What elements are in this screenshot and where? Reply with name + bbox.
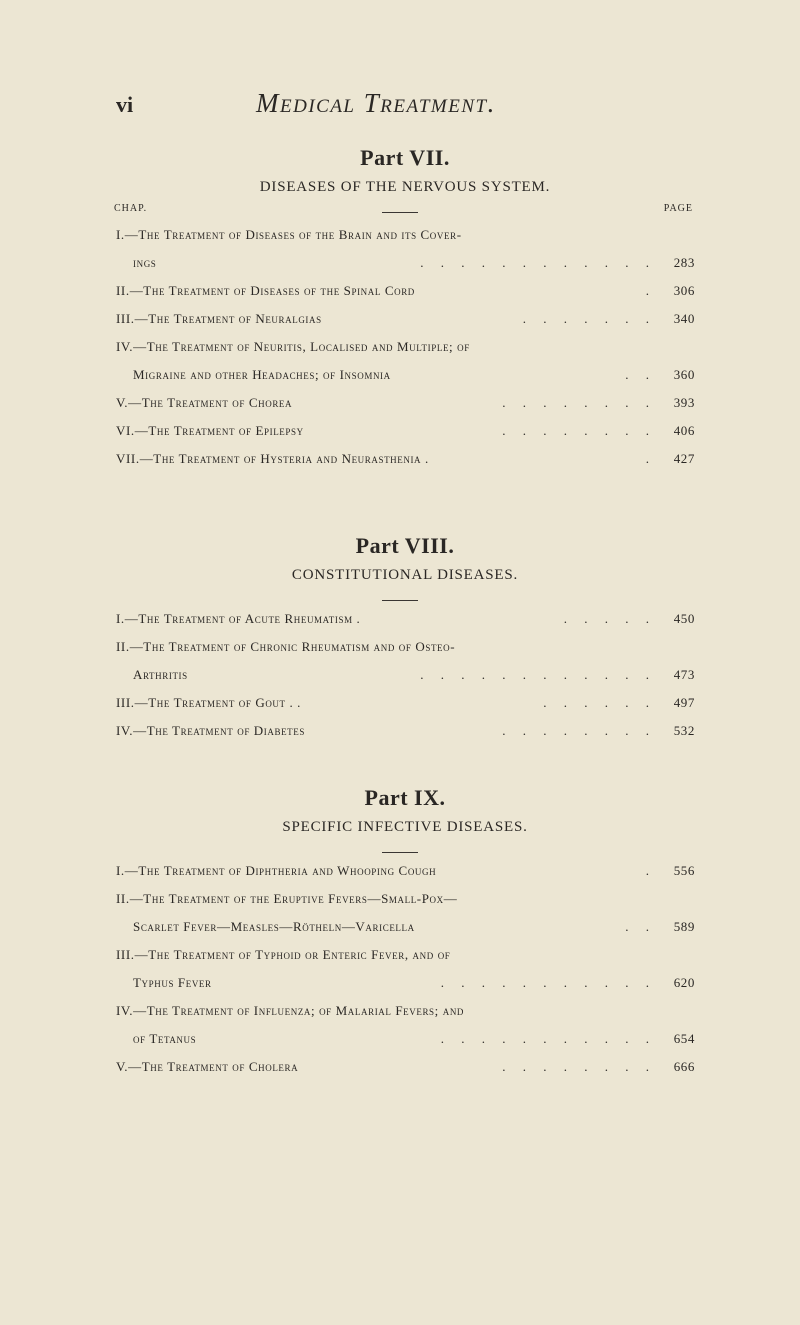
dot-leader: . . [625,367,656,382]
entry-page: 589 [673,919,695,934]
toc-entry[interactable] [0,717,800,745]
entry-text-cont: Migraine and other Headaches; of Insomnia [133,367,391,382]
entry-text: VII.—The Treatment of Hysteria and Neurasthenia . [116,451,429,466]
entry-text: IV.—The Treatment of Diabetes [116,723,305,738]
column-headers [0,203,800,217]
entry-page: 306 [673,283,695,298]
entry-text-cont: Arthritis [133,667,188,682]
dot-leader: . . . . . . . . [502,1059,656,1074]
dot-leader: . . . . . . . . . . . . [420,255,656,270]
running-title: Medical Treatment. [256,88,496,118]
entry-text: III.—The Treatment of Neuralgias [116,311,322,326]
dot-leader: . . . . . . . . [502,395,656,410]
part-ix-section [0,784,800,1081]
dot-leader: . [645,863,656,878]
entry-text: IV.—The Treatment of Influenza; of Malarial Fevers; and [116,1003,465,1018]
entry-page: 666 [673,1059,695,1074]
entry-page: 360 [673,367,695,382]
entry-text-cont: Typhus Fever [133,975,212,990]
part-vii-subtitle: DISEASES OF THE NERVOUS SYSTEM. [259,179,551,195]
part-ix-subtitle: SPECIFIC INFECTIVE DISEASES. [282,819,528,835]
entry-page: 620 [673,975,695,990]
entry-page: 427 [673,451,695,466]
dot-leader: . . . . . . . [522,311,656,326]
entry-text: III.—The Treatment of Gout . . [116,695,302,710]
toc-entry[interactable] [0,941,800,997]
toc-entry[interactable] [0,689,800,717]
dot-leader: . [645,283,656,298]
toc-entry[interactable] [0,333,800,389]
page-number: vi [116,92,134,117]
part-viii-subtitle: CONSTITUTIONAL DISEASES. [291,567,519,583]
entry-page: 497 [673,695,695,710]
toc-entry[interactable] [0,885,800,941]
entry-text: I.—The Treatment of Diseases of the Brain and its Cover- [116,227,462,242]
entry-text-cont: ings [133,255,157,270]
entry-page: 654 [673,1031,695,1046]
dot-leader: . . . . . . . . [502,723,656,738]
chap-label: CHAP. [114,203,148,214]
entry-text-cont: Scarlet Fever—Measles—Rötheln—Varicella [133,919,415,934]
entry-text: VI.—The Treatment of Epilepsy [116,423,304,438]
toc-entry[interactable] [0,633,800,689]
toc-entry[interactable] [0,277,800,305]
entry-text: II.—The Treatment of Diseases of the Spinal Cord [116,283,415,298]
dot-leader: . . [625,919,656,934]
entry-page: 532 [673,723,695,738]
entry-text: II.—The Treatment of Chronic Rheumatism and of Osteo- [116,639,456,654]
part-ix-title: Part IX. [364,785,446,810]
entry-text: II.—The Treatment of the Eruptive Fevers—Small-Pox— [116,891,458,906]
toc-entry[interactable] [0,857,800,885]
toc-entry[interactable] [0,389,800,417]
entry-text: III.—The Treatment of Typhoid or Enteric Fever, and of [116,947,451,962]
entry-page: 340 [673,311,695,326]
toc-entry[interactable] [0,1053,800,1081]
entry-page: 283 [673,255,695,270]
entry-text: I.—The Treatment of Diphtheria and Whooping Cough [116,863,437,878]
dot-leader: . . . . . . . . . . . [440,1031,656,1046]
entry-page: 393 [673,395,695,410]
dot-leader: . . . . . . [543,695,656,710]
part-viii-section [0,532,800,745]
toc-entry[interactable] [0,417,800,445]
part-vii-title: Part VII. [360,145,450,170]
entry-page: 473 [673,667,695,682]
toc-entry[interactable] [0,445,800,473]
entry-text: I.—The Treatment of Acute Rheumatism . [116,611,361,626]
dot-leader: . . . . . . . . . . . . [420,667,656,682]
entry-text: IV.—The Treatment of Neuritis, Localised and Multiple; of [116,339,470,354]
part-vii-section [0,144,800,473]
entry-page: 556 [673,863,695,878]
entry-page: 450 [673,611,695,626]
entry-page: 406 [673,423,695,438]
dot-leader: . . . . . . . . [502,423,656,438]
entry-text: V.—The Treatment of Cholera [116,1059,299,1074]
dot-leader: . . . . . . . . . . . [440,975,656,990]
dot-leader: . [645,451,656,466]
part-viii-title: Part VIII. [355,533,455,558]
toc-entry[interactable] [0,605,800,633]
dot-leader: . . . . . [563,611,656,626]
running-head [0,88,800,128]
toc-entry[interactable] [0,997,800,1053]
entry-text: V.—The Treatment of Chorea [116,395,293,410]
toc-entry[interactable] [0,221,800,277]
page-label: PAGE [663,203,693,214]
toc-entry[interactable] [0,305,800,333]
entry-text-cont: of Tetanus [133,1031,197,1046]
